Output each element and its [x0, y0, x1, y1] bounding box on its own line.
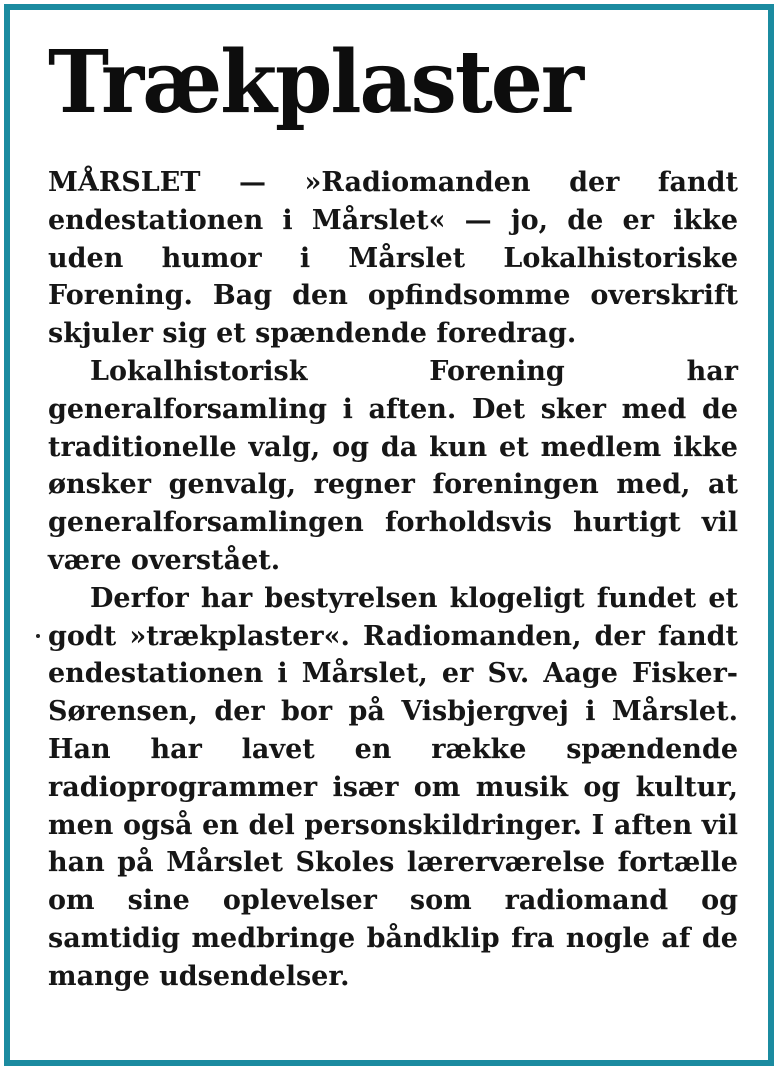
article-body — [48, 164, 738, 996]
headline: Trækplaster — [48, 32, 583, 134]
clipping-frame — [4, 4, 774, 1066]
paragraph-intro: MÅRSLET — »Radiomanden der fandt endestationen i Mårslet« — jo, de er ikke uden humor i Mårslet Lokalhistoriske Forening. Bag den opfindsomme overskrift skjuler sig et spændende foredrag. — [48, 167, 738, 350]
paragraph-speaker: Derfor har bestyrelsen klogeligt fundet et godt »trækplaster«. Radiomanden, der fandt endestationen i Mårslet, er Sv. Aage Fisker-Sørensen, der bor på Visbjergvej i Mårslet. Han har lavet en række spændende radioprogrammer især om musik og kultur, men også en del personskildringer. I aften vil han på Mårslet Skoles lærerværelse fortælle om sine oplevelser som radiomand og samtidig medbringe båndklip fra nogle af de mange udsendelser. — [48, 582, 738, 992]
newspaper-clipping — [48, 24, 738, 996]
paragraph-general-assembly: Lokalhistorisk Forening har generalforsamling i aften. Det sker med de traditionelle valg, og da kun et medlem ikke ønsker genvalg, regner foreningen med, at generalforsamlingen forholdsvis hurtigt vil være overstået. — [48, 355, 738, 576]
print-speck — [36, 634, 40, 638]
